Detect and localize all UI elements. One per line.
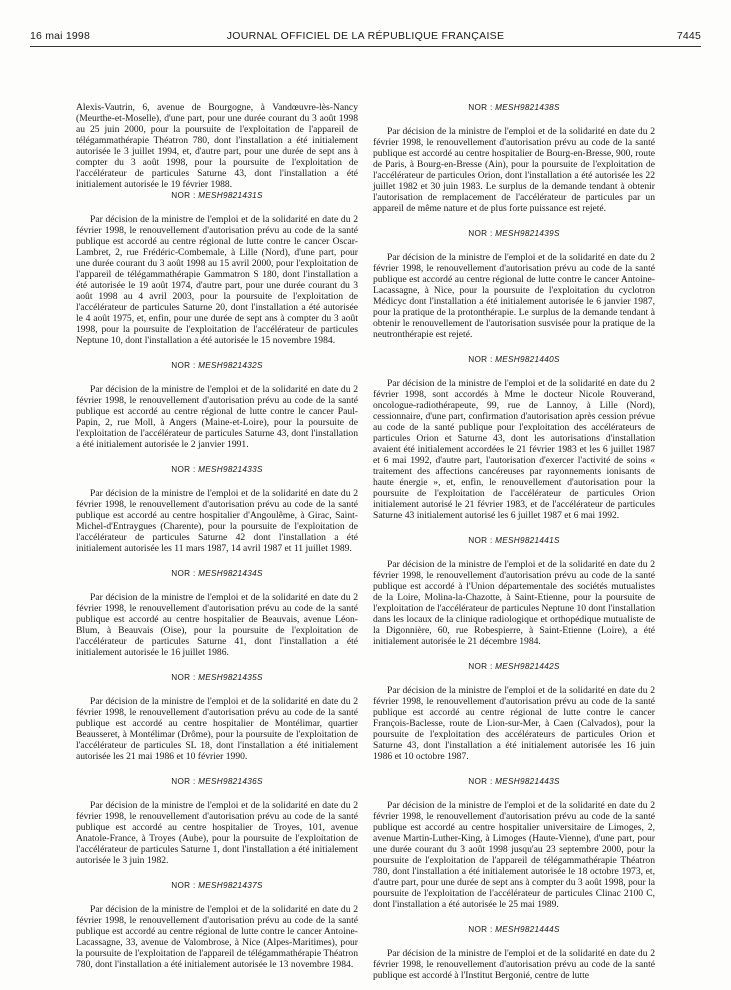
nor-label: NOR : <box>171 191 196 200</box>
journal-title: JOURNAL OFFICIEL DE LA RÉPUBLIQUE FRANÇAISE <box>226 30 505 42</box>
nor-code: MESH9821436S <box>198 777 263 786</box>
nor-label: NOR : <box>468 662 493 671</box>
nor-label: NOR : <box>468 355 493 364</box>
nor-label: NOR : <box>468 103 493 112</box>
nor-label: NOR : <box>468 777 493 786</box>
nor-code: MESH9821438S <box>495 103 560 112</box>
nor-reference <box>76 464 358 475</box>
right-column <box>373 102 655 981</box>
nor-label: NOR : <box>171 881 196 890</box>
header-rule <box>30 46 701 47</box>
page-header <box>30 30 701 44</box>
nor-label: NOR : <box>468 229 493 238</box>
decision-paragraph: Par décision de la ministre de l'emploi et de la solidarité en date du 2 février 1998, le renouvellement d'autorisation prévu au code de la santé publique est accordé au centre régional de lutte contre le cancer François-Baclesse, route de Lion-sur-Mer, à Caen (Calvados), pour la poursuite de l'exploitation des accélérateurs de particules Orion et Saturne 43, dont l'installation a été initialement autorisée les 16 juin 1986 et 10 octobre 1987. <box>373 685 655 762</box>
nor-reference <box>76 672 358 683</box>
decision-paragraph: Par décision de la ministre de l'emploi et de la solidarité en date du 2 février 1998, le renouvellement d'autorisation prévu au code de la santé publique est accordé au centre hospitalier d'Angoulême, à Girac, Saint-Michel-d'Entraygues (Charente), pour la poursuite de l'exploitation de l'accélérateur de particules Saturne 42 dont l'installation a été initialement autorisée les 11 mars 1987, 14 avril 1987 et 11 juillet 1989. <box>76 488 358 554</box>
nor-code: MESH9821433S <box>198 465 263 474</box>
nor-reference <box>373 102 655 113</box>
decision-paragraph: Par décision de la ministre de l'emploi et de la solidarité en date du 2 février 1998, le renouvellement d'autorisation prévu au code de la santé publique est accordé au centre régional de lutte contre le cancer Oscar-Lambret, 2, rue Frédéric-Combemale, à Lille (Nord), d'une part, pour une durée courant du 3 août 1998 au 15 avril 2000, pour l'exploitation de l'appareil de télégammathérapie Gammatron S 180, dont l'installation a été autorisée le 19 août 1974, d'autre part, pour une durée courant du 3 août 1998 au 4 avril 2003, pour la poursuite de l'exploitation de l'accélérateur de particules Saturne 20, dont l'installation a été autorisée le 4 août 1975, et, enfin, pour une durée de sept ans à compter du 3 août 1998, pour la poursuite de l'exploitation de l'accélérateur de particules Neptune 10, dont l'installation a été autorisée le 15 novembre 1984. <box>76 214 358 346</box>
nor-reference <box>373 924 655 935</box>
decision-paragraph: Par décision de la ministre de l'emploi et de la solidarité en date du 2 février 1998, le renouvellement d'autorisation prévu au code de la santé publique est accordé au centre hospitalier de Bourg-en-Bresse, 900, route de Paris, à Bourg-en-Bresse (Ain), pour la poursuite de l'exploitation de l'accélérateur de particules Orion, dont l'installation a été autorisée les 22 juillet 1982 et 30 juin 1983. Le surplus de la demande tendant à obtenir l'autorisation de remplacement de l'accélérateur de particules par un appareil de même nature et de plus forte puissance est rejeté. <box>373 126 655 214</box>
nor-reference <box>373 535 655 546</box>
nor-code: MESH9821431S <box>198 191 263 200</box>
nor-code: MESH9821435S <box>198 673 263 682</box>
decision-paragraph: Par décision de la ministre de l'emploi et de la solidarité en date du 2 février 1998, le renouvellement d'autorisation prévu au code de la santé publique est accordé au centre hospitalier universitaire de Limoges, 2, avenue Martin-Luther-King, à Limoges (Haute-Vienne), d'une part, pour une durée courant du 3 août 1998 jusqu'au 23 septembre 2000, pour la poursuite de l'exploitation de l'appareil de télégammathérapie Théatron 780, dont l'installation a été initialement autorisée le 18 octobre 1973, et, d'autre part, pour une durée de sept ans à compter du 3 août 1998, pour la poursuite de l'exploitation de l'accélérateur de particules Clinac 2100 C, dont l'installation a été autorisée le 25 mai 1989. <box>373 800 655 910</box>
nor-code: MESH9821439S <box>495 229 560 238</box>
decision-paragraph: Par décision de la ministre de l'emploi et de la solidarité en date du 2 février 1998, le renouvellement d'autorisation prévu au code de la santé publique est accordé au centre hospitalier de Montélimar, quartier Beausseret, à Montélimar (Drôme), pour la poursuite de l'exploitation de l'accélérateur de particules SL 18, dont l'installation a été initialement autorisée les 21 mai 1986 et 10 février 1990. <box>76 696 358 762</box>
decision-paragraph: Par décision de la ministre de l'emploi et de la solidarité en date du 2 février 1998, le renouvellement d'autorisation prévu au code de la santé publique est accordé au centre régional de lutte contre le cancer Antoine-Lacassagne, 33, avenue de Valombrose, à Nice (Alpes-Maritimes), pour la poursuite de l'exploitation de l'appareil de télégammathérapie Théatron 780, dont l'installation a été initialement autorisée le 13 novembre 1984. <box>76 904 358 970</box>
nor-reference <box>76 568 358 579</box>
nor-label: NOR : <box>468 536 493 545</box>
nor-reference <box>76 360 358 371</box>
decision-paragraph: Par décision de la ministre de l'emploi et de la solidarité en date du 2 février 1998, le renouvellement d'autorisation prévu au code de la santé publique est accordé à l'Institut Bergonié, centre de lutte <box>373 948 655 981</box>
decision-paragraph: Par décision de la ministre de l'emploi et de la solidarité en date du 2 février 1998, le renouvellement d'autorisation prévu au code de la santé publique est accordé au centre hospitalier de Beauvais, avenue Léon-Blum, à Beauvais (Oise), pour la poursuite de l'exploitation de l'accélérateur de particules Saturne 41, dont l'installation a été initialement autorisée le 16 juillet 1986. <box>76 592 358 658</box>
decision-paragraph: Par décision de la ministre de l'emploi et de la solidarité en date du 2 février 1998, sont accordés à Mme le docteur Nicole Rouverand, oncologue-radiothérapeute, 99, rue de Lannoy, à Lille (Nord), cessionnaire, d'une part, confirmation d'autorisation après cession prévue au code de la santé publique pour l'exploitation des accélérateurs de particules Orion et Saturne 43, dont les autorisations d'installation avaient été initialement accordées le 21 février 1983 et les 6 juillet 1987 et 6 mai 1992, d'autre part, l'autorisation d'exercer l'activité de soins « traitement des affections cancéreuses par rayonnements ionisants de haute énergie », et, enfin, le renouvellement d'autorisation pour la poursuite de l'exploitation de l'accélérateur de particules Orion initialement autorisé le 21 février 1983, et de l'accélérateur de particules Saturne 43 initialement autorisé les 6 juillet 1987 et 6 mai 1992. <box>373 378 655 521</box>
nor-label: NOR : <box>468 925 493 934</box>
nor-code: MESH9821444S <box>495 925 560 934</box>
nor-label: NOR : <box>171 465 196 474</box>
decision-paragraph: Par décision de la ministre de l'emploi et de la solidarité en date du 2 février 1998, le renouvellement d'autorisation prévu au code de la santé publique est accordé à l'Union départementale des sociétés mutualistes de la Loire, Molina-la-Chazotte, à Saint-Etienne, pour la poursuite de l'exploitation de l'accélérateur de particules Neptune 10 dont l'installation dans les locaux de la clinique radiologique et orthopédique mutualiste de la Digonnière, 60, rue Robespierre, à Saint-Etienne (Loire), a été initialement autorisée le 21 décembre 1984. <box>373 559 655 647</box>
nor-reference <box>373 661 655 672</box>
nor-code: MESH9821443S <box>495 777 560 786</box>
nor-reference <box>76 776 358 787</box>
nor-code: MESH9821434S <box>198 569 263 578</box>
nor-reference <box>373 776 655 787</box>
page-number: 7445 <box>676 30 701 42</box>
nor-reference <box>76 880 358 891</box>
nor-reference <box>373 354 655 365</box>
nor-reference <box>76 190 358 201</box>
left-column <box>76 102 358 970</box>
nor-code: MESH9821440S <box>495 355 560 364</box>
left-sections <box>76 190 358 970</box>
nor-code: MESH9821441S <box>495 536 560 545</box>
nor-code: MESH9821432S <box>198 361 263 370</box>
decision-paragraph: Par décision de la ministre de l'emploi et de la solidarité en date du 2 février 1998, le renouvellement d'autorisation prévu au code de la santé publique est accordé au centre régional de lutte contre le cancer Paul-Papin, 2, rue Moll, à Angers (Maine-et-Loire), pour la poursuite de l'exploitation de l'accélérateur de particules Saturne 43, dont l'installation a été initialement autorisée le 2 janvier 1991. <box>76 384 358 450</box>
intro-paragraph: Alexis-Vautrin, 6, avenue de Bourgogne, à Vandœuvre-lès-Nancy (Meurthe-et-Moselle), d'une part, pour une durée courant du 3 août 1998 au 25 juin 2000, pour la poursuite de l'exploitation de l'appareil de télégammathérapie Théatron 780, dont l'installation a été initialement autorisée le 3 juillet 1994, et, d'autre part, pour une durée de sept ans à compter du 3 août 1998, pour la poursuite de l'exploitation de l'accélérateur de particules Saturne 43, dont l'installation a été initialement autorisée le 19 février 1988. <box>76 102 358 190</box>
nor-code: MESH9821442S <box>495 662 560 671</box>
nor-label: NOR : <box>171 569 196 578</box>
decision-paragraph: Par décision de la ministre de l'emploi et de la solidarité en date du 2 février 1998, le renouvellement d'autorisation prévu au code de la santé publique est accordé au centre régional de lutte contre le cancer Antoine-Lacassagne, à Nice, pour la poursuite de l'exploitation du cyclotron Médicyc dont l'installation a été initialement autorisée le 6 janvier 1987, pour la pratique de la protonthérapie. Le surplus de la demande tendant à obtenir le renouvellement de l'autorisation susvisée pour la pratique de la neutronthérapie est rejeté. <box>373 252 655 340</box>
nor-label: NOR : <box>171 777 196 786</box>
nor-label: NOR : <box>171 673 196 682</box>
nor-label: NOR : <box>171 361 196 370</box>
decision-paragraph: Par décision de la ministre de l'emploi et de la solidarité en date du 2 février 1998, le renouvellement d'autorisation prévu au code de la santé publique est accordé au centre hospitalier de Troyes, 101, avenue Anatole-France, à Troyes (Aube), pour la poursuite de l'exploitation de l'accélérateur de particules Saturne 1, dont l'installation a été initialement autorisée le 3 juin 1982. <box>76 800 358 866</box>
right-sections <box>373 102 655 981</box>
nor-reference <box>373 228 655 239</box>
publication-date: 16 mai 1998 <box>30 30 90 42</box>
nor-code: MESH9821437S <box>198 881 263 890</box>
